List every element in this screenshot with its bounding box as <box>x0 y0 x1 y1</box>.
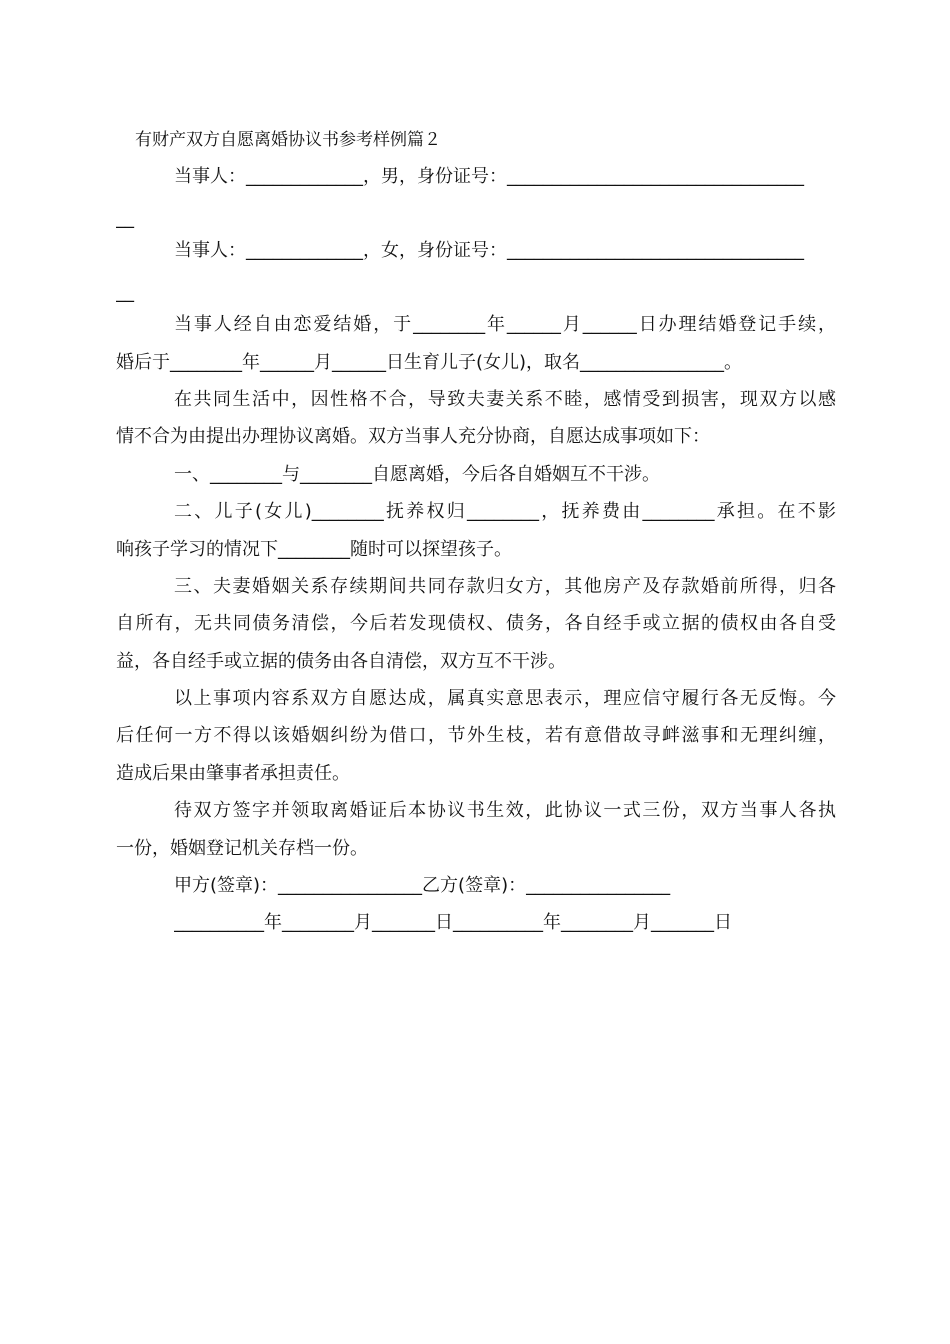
clause-two-line-2: 响孩子学习的情况下________随时可以探望孩子。 <box>116 539 512 560</box>
paragraph-effect-line-1: 待双方签字并领取离婚证后本协议书生效，此协议一式三份，双方当事人各执 <box>174 800 836 821</box>
paragraph-effect-line-2: 一份，婚姻登记机关存档一份。 <box>116 838 368 859</box>
clause-three-line-1: 三、夫妻婚姻关系存续期间共同存款归女方，其他房产及存款婚前所得，归各 <box>174 576 836 597</box>
paragraph-reason-line-1: 在共同生活中，因性格不合，导致夫妻关系不睦，感情受到损害，现双方以感 <box>174 389 836 410</box>
document-title: 有财产双方自愿离婚协议书参考样例篇２ <box>135 130 441 150</box>
paragraph-commitment-line-3: 造成后果由肇事者承担责任。 <box>116 763 350 784</box>
signature-date-line: __________年________月_______日__________年________月_______日 <box>174 912 732 933</box>
party-line-male-overflow: __ <box>116 208 134 229</box>
paragraph-reason-line-2: 情不合为由提出办理协议离婚。双方当事人充分协商，自愿达成事项如下： <box>116 426 710 447</box>
party-line-female-overflow: __ <box>116 282 134 303</box>
clause-two-line-1: 二、儿子(女儿)________抚养权归________，抚养费由________承担。在不影 <box>174 501 836 522</box>
party-line-female: 当事人：_____________，女，身份证号：_________________________________ <box>174 240 804 261</box>
paragraph-marriage-line-2: 婚后于________年______月______日生育儿子(女儿)，取名________________。 <box>116 352 743 373</box>
paragraph-marriage-line-1: 当事人经自由恋爱结婚，于________年______月______日办理结婚登记手续， <box>174 314 836 335</box>
party-line-male: 当事人：_____________，男，身份证号：_________________________________ <box>174 166 804 187</box>
signature-line: 甲方(签章)：________________乙方(签章)：________________ <box>174 875 671 896</box>
clause-one: 一、________与________自愿离婚，今后各自婚姻互不干涉。 <box>174 464 660 485</box>
clause-three-line-3: 益，各自经手或立据的债务由各自清偿，双方互不干涉。 <box>116 651 566 672</box>
clause-three-line-2: 自所有，无共同债务清偿，今后若发现债权、债务，各自经手或立据的债权由各自受 <box>116 613 836 634</box>
paragraph-commitment-line-1: 以上事项内容系双方自愿达成，属真实意思表示，理应信守履行各无反悔。今 <box>174 688 836 709</box>
paragraph-commitment-line-2: 后任何一方不得以该婚姻纠纷为借口，节外生枝，若有意借故寻衅滋事和无理纠缠， <box>116 725 836 746</box>
